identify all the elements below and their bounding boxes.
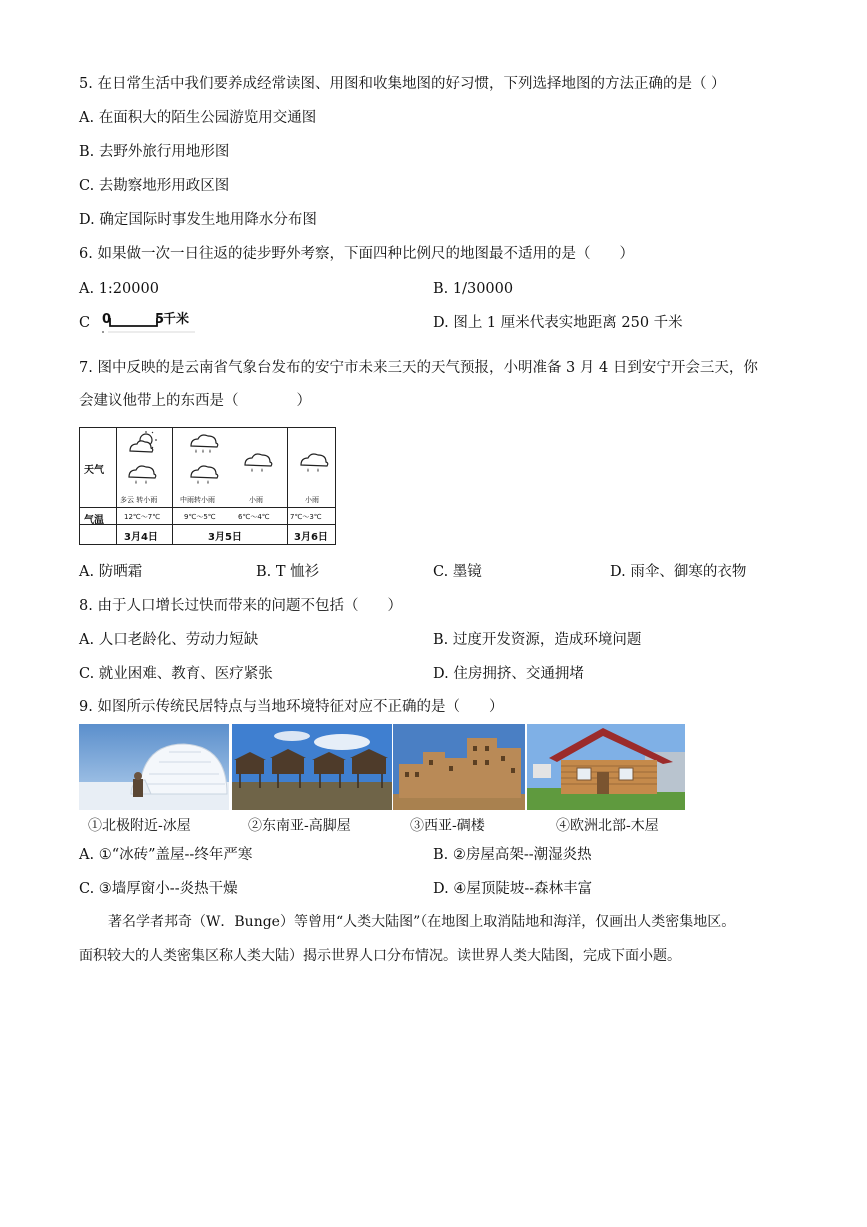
q5-stem: 5. 在日常生活中我们要养成经常读图、用图和收集地图的好习惯，下列选择地图的方法正确的是（ ） [79,76,726,92]
day4-temp: 7℃～3℃ [290,513,322,521]
day2-temp: 9℃～5℃ [184,513,216,521]
q7-stem-line1: 7. 图中反映的是云南省气象台发布的安宁市未来三天的天气预报，小明准备 3 月 4 日到安宁开会三天，你 [79,360,758,376]
caption-tower-house: ③西亚-碉楼 [410,818,485,834]
q6-option-d[interactable]: D. 图上 1 厘米代表实地距离 250 千米 [433,315,683,331]
rain-cloud-icon [242,450,276,476]
day2-weather: 中雨转小雨 [180,496,215,504]
rain-cloud-icon [126,462,160,488]
caption-stilt-house: ②东南亚-高脚屋 [248,818,351,834]
q6-option-a[interactable]: A. 1:20000 [79,281,159,297]
q5-option-c[interactable]: C. 去勘察地形用政区图 [79,178,230,194]
q8-stem: 8. 由于人口增长过快而带来的问题不包括（ ） [79,598,402,614]
q8-option-d[interactable]: D. 住房拥挤、交通拥堵 [433,666,584,682]
weather-forecast-table [79,427,336,545]
day3-temp: 6℃～4℃ [238,513,270,521]
q6-option-b[interactable]: B. 1/30000 [433,281,514,297]
tower-house-photo [393,724,525,810]
q7-option-a[interactable]: A. 防晒霜 [79,564,143,580]
q5-option-a[interactable]: A. 在面积大的陌生公园游览用交通图 [79,110,317,126]
q8-option-a[interactable]: A. 人口老龄化、劳动力短缺 [79,632,259,648]
q9-option-a[interactable]: A. ①“冰砖”盖屋--终年严寒 [79,847,253,863]
day3-weather: 小雨 [249,496,263,504]
temperature-row-label: 气温 [84,515,104,526]
passage-line2: 面积较大的人类密集区称人类大陆）揭示世界人口分布情况。读世界人类大陆图，完成下面小题。 [79,948,681,964]
rain-cloud-icon [188,431,222,457]
q8-option-c[interactable]: C. 就业困难、教育、医疗紧张 [79,666,273,682]
q7-option-d[interactable]: D. 雨伞、御寒的衣物 [610,564,747,580]
q5-option-d[interactable]: D. 确定国际时事发生地用降水分布图 [79,212,317,228]
q9-option-c[interactable]: C. ③墙厚窗小--炎热干燥 [79,881,238,897]
date-mar-5: 3月5日 [208,532,242,543]
igloo-photo [79,724,229,810]
passage-line1: 著名学者邦奇（W．Bunge）等曾用“人类大陆图”（在地图上取消陆地和海洋，仅画出人类密集地区。 [108,914,736,930]
scale-start-label: 0 [102,312,112,327]
weather-row-label: 天气 [84,465,104,476]
stilt-house-photo [232,724,392,810]
wooden-house-photo [527,724,685,810]
q7-option-b[interactable]: B. T 恤衫 [256,564,320,580]
date-mar-6: 3月6日 [294,532,328,543]
date-mar-4: 3月4日 [124,532,158,543]
scale-unit-label: 千米 [163,312,190,327]
caption-wooden-house: ④欧洲北部-木屋 [556,818,659,834]
day1-weather: 多云 转小雨 [120,496,158,504]
scale-end-label: 5 [155,312,165,327]
q9-stem: 9. 如图所示传统民居特点与当地环境特征对应不正确的是（ ） [79,699,504,715]
q9-option-b[interactable]: B. ②房屋高架--潮湿炎热 [433,847,592,863]
caption-igloo: ①北极附近-冰屋 [88,818,191,834]
q6-stem: 6. 如果做一次一日往返的徒步野外考察，下面四种比例尺的地图最不适用的是（ ） [79,246,634,262]
q6-option-c-prefix: C [79,315,91,331]
q8-option-b[interactable]: B. 过度开发资源，造成环境问题 [433,632,642,648]
day4-weather: 小雨 [305,496,319,504]
rain-cloud-icon [298,450,332,476]
q7-option-c[interactable]: C. 墨镜 [433,564,482,580]
day1-temp: 12℃～7℃ [124,513,161,521]
sun-cloud-icon [126,431,160,457]
rain-cloud-icon [188,462,222,488]
q5-option-b[interactable]: B. 去野外旅行用地形图 [79,144,230,160]
q9-option-d[interactable]: D. ④屋顶陡坡--森林丰富 [433,881,593,897]
scale-bar [100,310,200,334]
q7-stem-line2: 会建议他带上的东西是（ ） [79,393,311,409]
